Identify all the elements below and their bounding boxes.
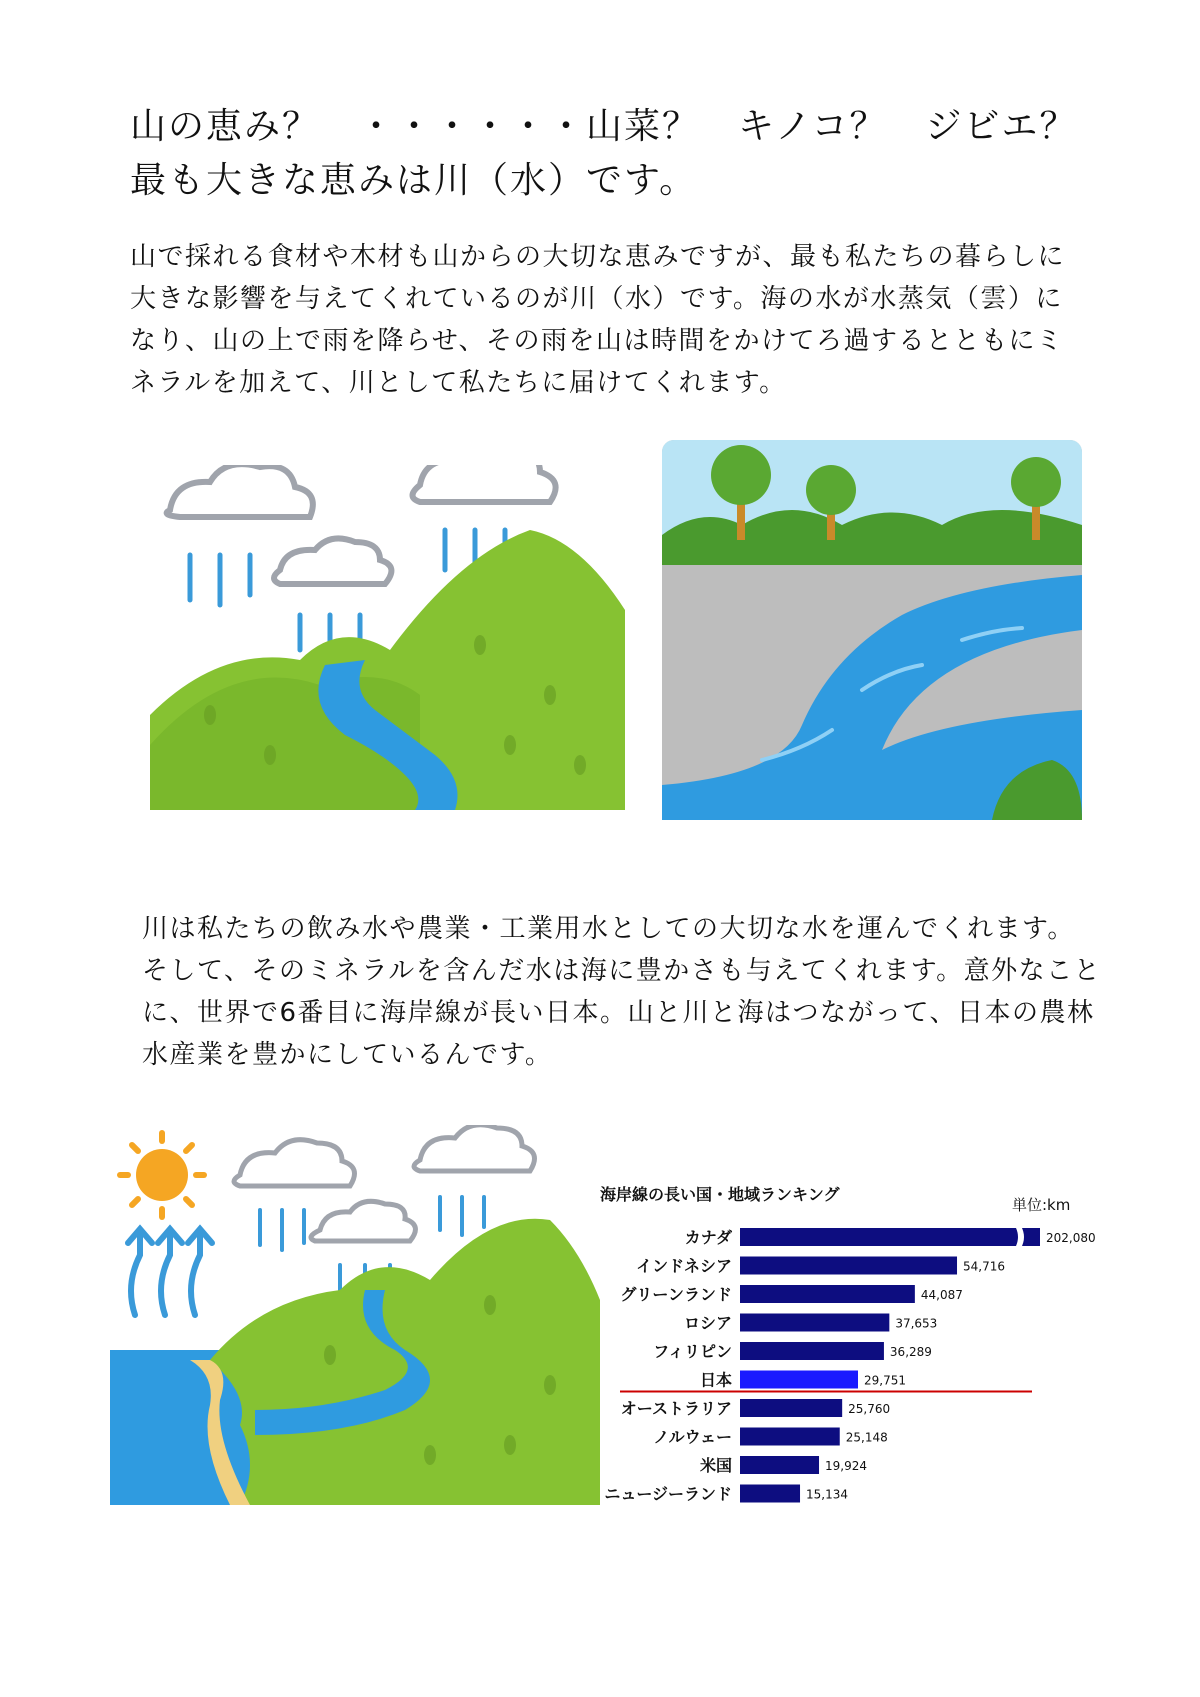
river-illustration <box>662 440 1082 820</box>
bar <box>740 1485 800 1503</box>
bar <box>740 1371 858 1389</box>
category-label: ニュージーランド <box>604 1484 732 1504</box>
value-label: 29,751 <box>864 1373 906 1388</box>
value-label: 37,653 <box>895 1316 938 1331</box>
sun-icon <box>120 1133 204 1217</box>
value-label: 36,289 <box>889 1345 932 1359</box>
intro-paragraph: 山で採れる食材や木材も山からの大切な恵みですが、最も私たちの暮らしに大きな影響を与えてくれているのが川（水）です。海の水が水蒸気（雲）になり、山の上で雨を降らせ、その雨を山は時間をかけてろ過するとともにミネラルを加えて、川として私たちに届けてくれます。 <box>130 242 1066 398</box>
evaporation-arrow-icon <box>128 1229 212 1315</box>
category-label: フィリピン <box>653 1342 732 1361</box>
chart-title: 海岸線の長い国・地域ランキング <box>600 1185 840 1204</box>
bar <box>740 1399 842 1417</box>
category-label: カナダ <box>684 1228 732 1247</box>
value-label: 25,148 <box>845 1430 888 1445</box>
category-label: 日本 <box>699 1370 732 1390</box>
category-label: ロシア <box>683 1313 732 1333</box>
value-label: 54,716 <box>963 1259 1006 1274</box>
bar <box>740 1428 840 1446</box>
bar <box>740 1257 957 1275</box>
page-heading <box>130 100 1110 208</box>
heading-line-2: 最も大きな恵みは川（水）です。 <box>130 160 698 201</box>
value-label: 202,080 <box>1046 1231 1096 1245</box>
value-label: 25,760 <box>848 1402 891 1416</box>
category-label: ノルウェー <box>653 1427 732 1447</box>
body-paragraph: 川は私たちの飲み水や農業・工業用水としての大切な水を運んでくれます。そして、そのミネラルを含んだ水は海に豊かさも与えてくれます。意外なことに、世界で6番目に海岸線が長い日本。山と川と海はつながって、日本の農林水産業を豊かにしているんです。 <box>142 914 1102 1070</box>
coastline-ranking-chart <box>600 1180 1140 1510</box>
bar <box>740 1228 1040 1246</box>
cloud-icon <box>234 1125 535 1241</box>
heading-line-1: 山の恵み？ ・・・・・・山菜？ キノコ？ ジビエ？ <box>130 106 1078 147</box>
bar <box>740 1314 889 1332</box>
mountain-rain-illustration <box>150 465 625 810</box>
chart-unit: 単位:km <box>1012 1196 1071 1214</box>
value-label: 15,134 <box>806 1487 849 1502</box>
value-label: 44,087 <box>920 1288 963 1302</box>
bar <box>740 1285 915 1303</box>
value-label: 19,924 <box>825 1459 868 1473</box>
bar <box>740 1456 819 1474</box>
bar <box>740 1342 884 1360</box>
category-label: 米国 <box>699 1456 732 1475</box>
category-label: インドネシア <box>636 1256 732 1276</box>
category-label: オーストラリア <box>620 1399 732 1418</box>
category-label: グリーンランド <box>620 1285 732 1304</box>
water-cycle-illustration <box>110 1125 600 1505</box>
